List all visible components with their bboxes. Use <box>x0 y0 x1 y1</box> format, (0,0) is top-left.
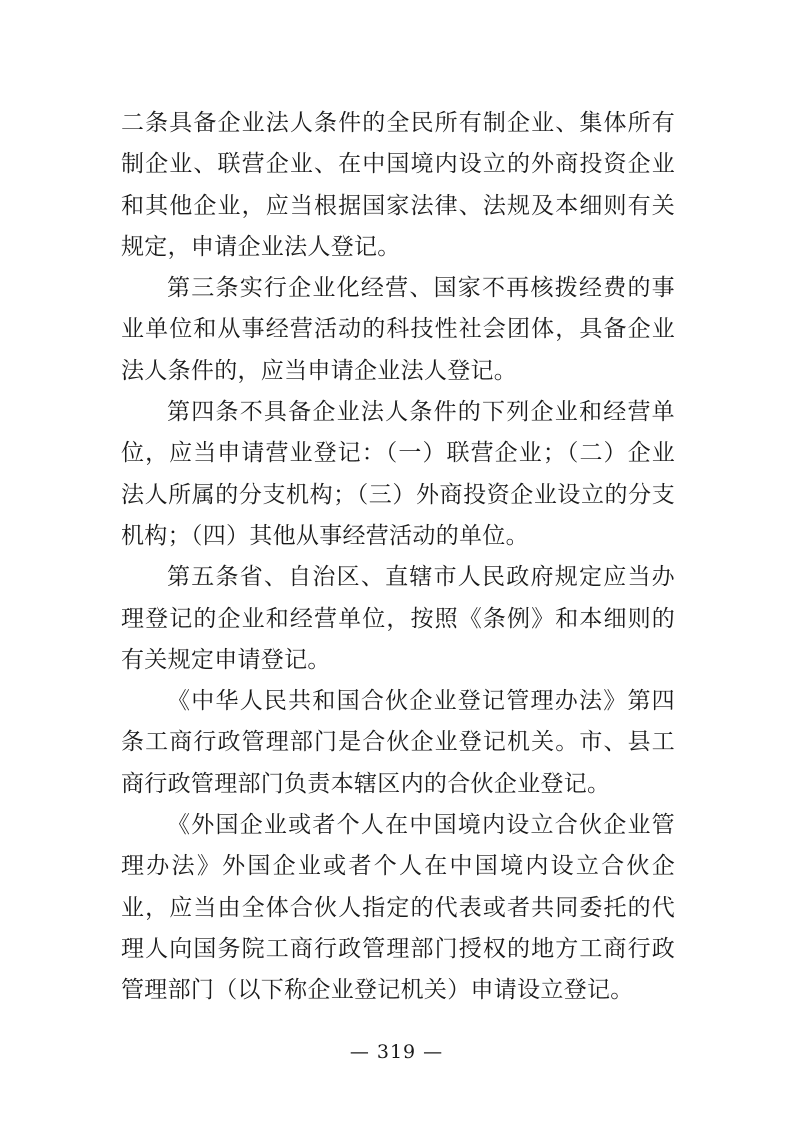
paragraph-article-4: 第四条不具备企业法人条件的下列企业和经营单位，应当申请营业登记：（一）联营企业；（二）企业法人所属的分支机构；（三）外商投资企业设立的分支机构；（四）其他从事经营活动的单位。 <box>121 399 675 549</box>
paragraph-foreign-partnership: 《外国企业或者个人在中国境内设立合伙企业管理办法》外国企业或者个人在中国境内设立合伙企业，应当由全体合伙人指定的代表或者共同委托的代理人向国务院工商行政管理部门授权的地方工商行政管理部门（以下称企业登记机关）申请设立登记。 <box>121 812 675 1004</box>
page-number: — 319 — <box>349 1041 444 1063</box>
paragraph-partnership-registration: 《中华人民共和国合伙企业登记管理办法》第四条工商行政管理部门是合伙企业登记机关。市、县工商行政管理部门负责本辖区内的合伙企业登记。 <box>121 688 675 797</box>
paragraph-continuation: 二条具备企业法人条件的全民所有制企业、集体所有制企业、联营企业、在中国境内设立的外商投资企业和其他企业，应当根据国家法律、法规及本细则有关规定，申请企业法人登记。 <box>121 110 675 260</box>
paragraph-article-5: 第五条省、自治区、直辖市人民政府规定应当办理登记的企业和经营单位，按照《条例》和本细则的有关规定申请登记。 <box>121 564 675 673</box>
paragraph-article-3: 第三条实行企业化经营、国家不再核拨经费的事业单位和从事经营活动的科技性社会团体，具备企业法人条件的，应当申请企业法人登记。 <box>121 275 675 384</box>
document-body <box>121 103 675 1012</box>
